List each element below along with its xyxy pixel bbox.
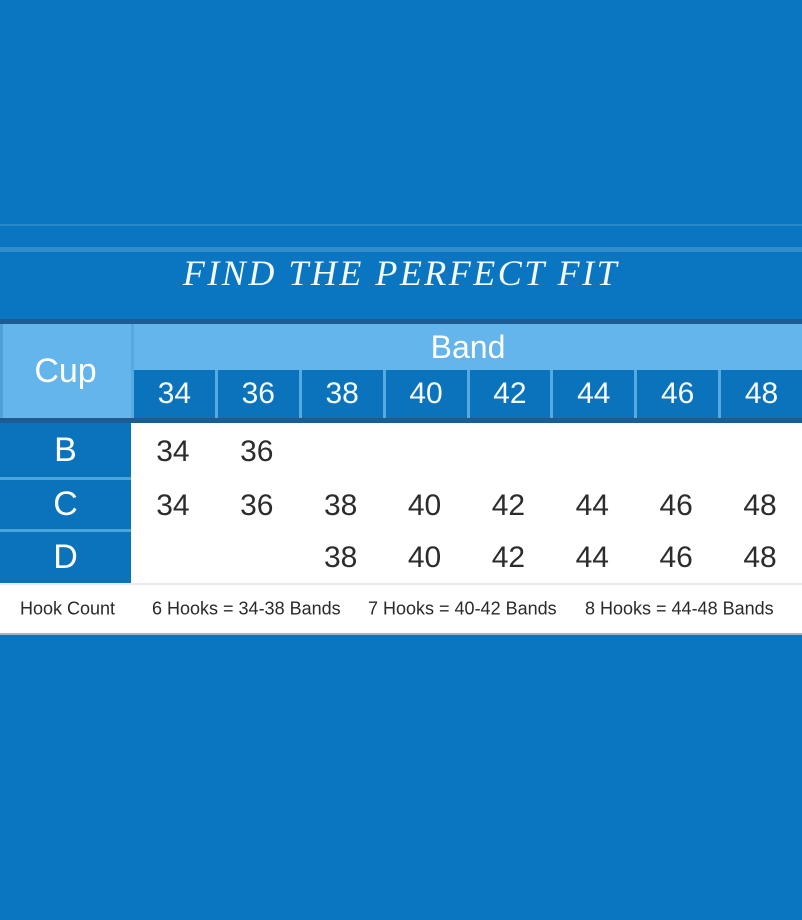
band-size-header: 38 <box>299 370 383 418</box>
divider-line <box>0 224 802 226</box>
hook-count-item: 8 Hooks = 44-48 Bands <box>585 598 774 619</box>
band-size-header: 34 <box>131 370 215 418</box>
footer-section <box>0 635 802 920</box>
size-cell: 44 <box>550 480 634 532</box>
hook-count-row <box>0 583 802 635</box>
page-title: FIND THE PERFECT FIT <box>182 253 620 293</box>
size-cell: 46 <box>634 480 718 532</box>
cup-header-cell: Cup <box>0 324 131 418</box>
size-cell: 36 <box>215 480 299 532</box>
size-cell: 42 <box>467 480 551 532</box>
cup-row-label: B <box>0 423 131 480</box>
cup-row-label: C <box>0 480 131 532</box>
band-size-header: 42 <box>467 370 551 418</box>
band-size-header: 46 <box>634 370 718 418</box>
size-cell <box>215 532 299 583</box>
hook-count-label: Hook Count <box>20 598 116 619</box>
band-header-cell: Band <box>131 324 802 370</box>
size-cell: 44 <box>550 532 634 583</box>
size-cell: 38 <box>299 532 383 583</box>
size-chart-body <box>0 423 802 583</box>
size-cell <box>550 423 634 480</box>
size-cell: 36 <box>215 423 299 480</box>
size-cell <box>718 423 802 480</box>
hook-count-item: 7 Hooks = 40-42 Bands <box>368 598 557 619</box>
size-cell <box>634 423 718 480</box>
band-size-header: 40 <box>383 370 467 418</box>
size-cell: 48 <box>718 532 802 583</box>
size-cell: 46 <box>634 532 718 583</box>
header-section <box>0 0 802 319</box>
size-cell: 48 <box>718 480 802 532</box>
hook-count-item: 6 Hooks = 34-38 Bands <box>152 598 341 619</box>
size-chart-header <box>0 319 802 423</box>
band-size-header: 36 <box>215 370 299 418</box>
size-cell: 38 <box>299 480 383 532</box>
size-cell <box>131 532 215 583</box>
band-size-header: 44 <box>550 370 634 418</box>
size-cell: 42 <box>467 532 551 583</box>
cup-row-label: D <box>0 532 131 583</box>
size-cell <box>467 423 551 480</box>
size-cell: 34 <box>131 423 215 480</box>
band-size-header: 48 <box>718 370 802 418</box>
size-cell: 40 <box>383 480 467 532</box>
size-cell: 34 <box>131 480 215 532</box>
size-cell <box>383 423 467 480</box>
size-cell <box>299 423 383 480</box>
size-cell: 40 <box>383 532 467 583</box>
